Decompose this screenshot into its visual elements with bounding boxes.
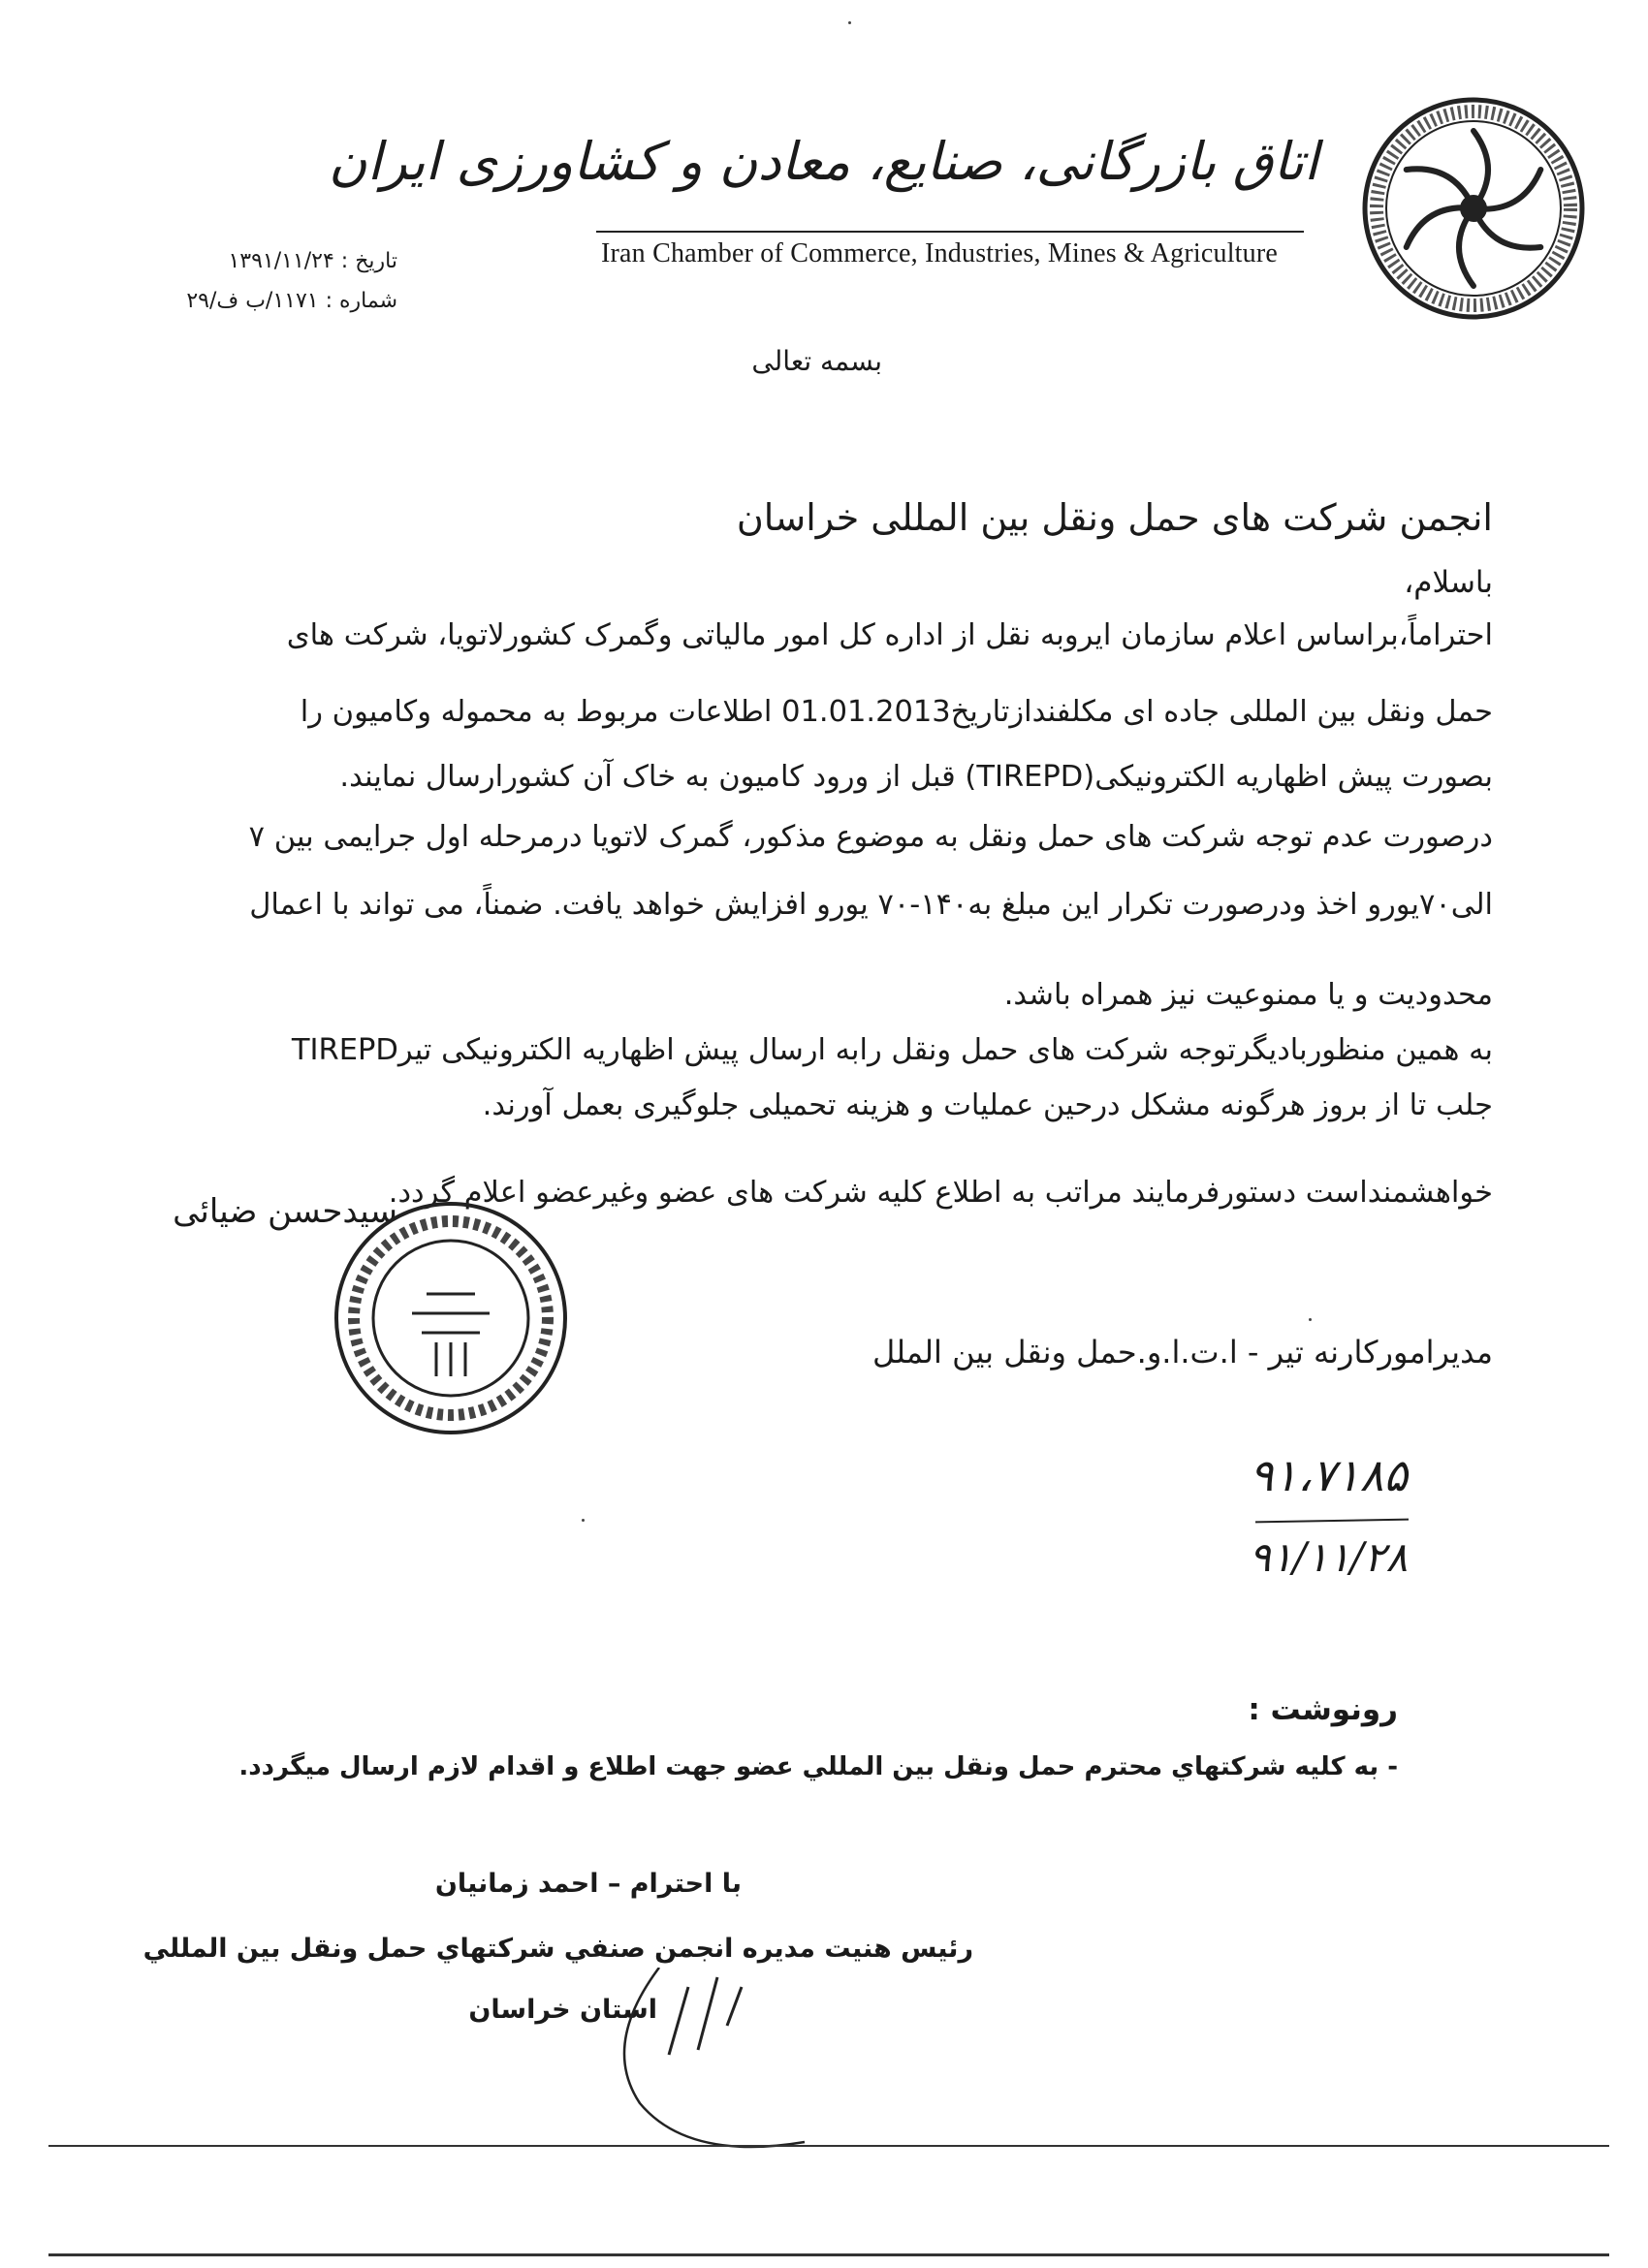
scan-speck (1309, 1318, 1312, 1321)
letter-number: شماره : ۱۱۷۱/ب ف/۲۹ (186, 289, 397, 313)
paragraph-line: حمل ونقل بین المللی جاده ای مکلفندازتاریخ01.01.2013 اطلاعات مربوط به محموله وکامیون را (300, 695, 1493, 729)
paragraph-line: الی۷۰یورو اخذ ودرصورت تکرار این مبلغ به۱۴۰-۷۰ یورو افزایش خواهد یافت. ضمناً، می تواند با اعمال (249, 888, 1493, 922)
paragraph-line: بصورت پیش اظهاریه الکترونیکی(TIREPD) قبل از ورود کامیون به خاک آن کشورارسال نمایند. (339, 760, 1493, 794)
paragraph-line: محدودیت و یا ممنوعیت نیز همراه باشد. (1003, 978, 1493, 1012)
addressee: انجمن شرکت های حمل ونقل بین المللی خراسان (736, 496, 1493, 539)
cc-label: رونوشت : (1248, 1692, 1398, 1727)
paragraph-line: درصورت عدم توجه شرکت های حمل ونقل به موضوع مذکور، گمرک لاتویا درمرحله اول جرایمی بین ۷ (248, 820, 1493, 854)
paragraph-line: احتراماً،براساس اعلام سازمان ایروبه نقل از اداره کل امور مالیاتی وگمرک کشورلاتویا، شرکت های (286, 618, 1493, 652)
sender-province: استان خراسان (468, 1995, 657, 2025)
footer-rule (48, 2145, 1609, 2147)
paragraph-line: جلب تا از بروز هرگونه مشکل درحین عملیات و هزینه تحمیلی جلوگیری بعمل آورند. (482, 1088, 1493, 1122)
handwritten-divider (1255, 1519, 1409, 1524)
header-divider (596, 231, 1304, 233)
handwritten-reference-date: ۹۱/۱۱/۲۸ (1249, 1533, 1408, 1581)
sender-regards: با احترام – احمد زمانیان (434, 1869, 742, 1899)
sender-title: رئیس هنیت مدیره انجمن صنفي شركتهاي حمل ونقل بين المللي (143, 1934, 973, 1964)
paragraph-line: به همین منظوربادیگرتوجه شرکت های حمل ونقل رابه ارسال پیش اظهاریه الکترونیکی تیرTIREPD (291, 1033, 1493, 1067)
org-name-persian: اتاق بازرگانی، صنایع، معادن و کشاورزی ایران (329, 131, 1318, 192)
chamber-emblem-icon (1357, 92, 1590, 325)
cc-text: - به كليه شركتهاي محترم حمل ونقل بين المللي عضو جهت اطلاع و اقدام لازم ارسال ميگردد. (238, 1752, 1398, 1781)
handwritten-signature-icon (582, 1968, 834, 2161)
scan-speck (848, 21, 851, 24)
greeting: باسلام، (1404, 565, 1493, 600)
scan-speck (582, 1519, 585, 1522)
bismillah-heading: بسمه تعالی (751, 345, 882, 377)
org-name-english: Iran Chamber of Commerce, Industries, Mines & Agriculture (601, 238, 1279, 268)
signer-title: مدیرامورکارنه تیر - ا.ت.ا.و.حمل ونقل بین الملل (872, 1334, 1493, 1370)
letter-date: تاریخ : ۱۳۹۱/۱۱/۲۴ (228, 249, 397, 273)
footer-bottom-rule (48, 2253, 1609, 2256)
paragraph-line: خواهشمنداست دستورفرمایند مراتب به اطلاع کلیه شرکت های عضو وغیرعضو اعلام گردد. (388, 1176, 1493, 1210)
official-stamp-icon (330, 1197, 572, 1439)
signer-name: سیدحسن ضیائی (173, 1192, 397, 1231)
handwritten-reference-number: ۹۱،۷۱۸۵ (1249, 1449, 1408, 1501)
